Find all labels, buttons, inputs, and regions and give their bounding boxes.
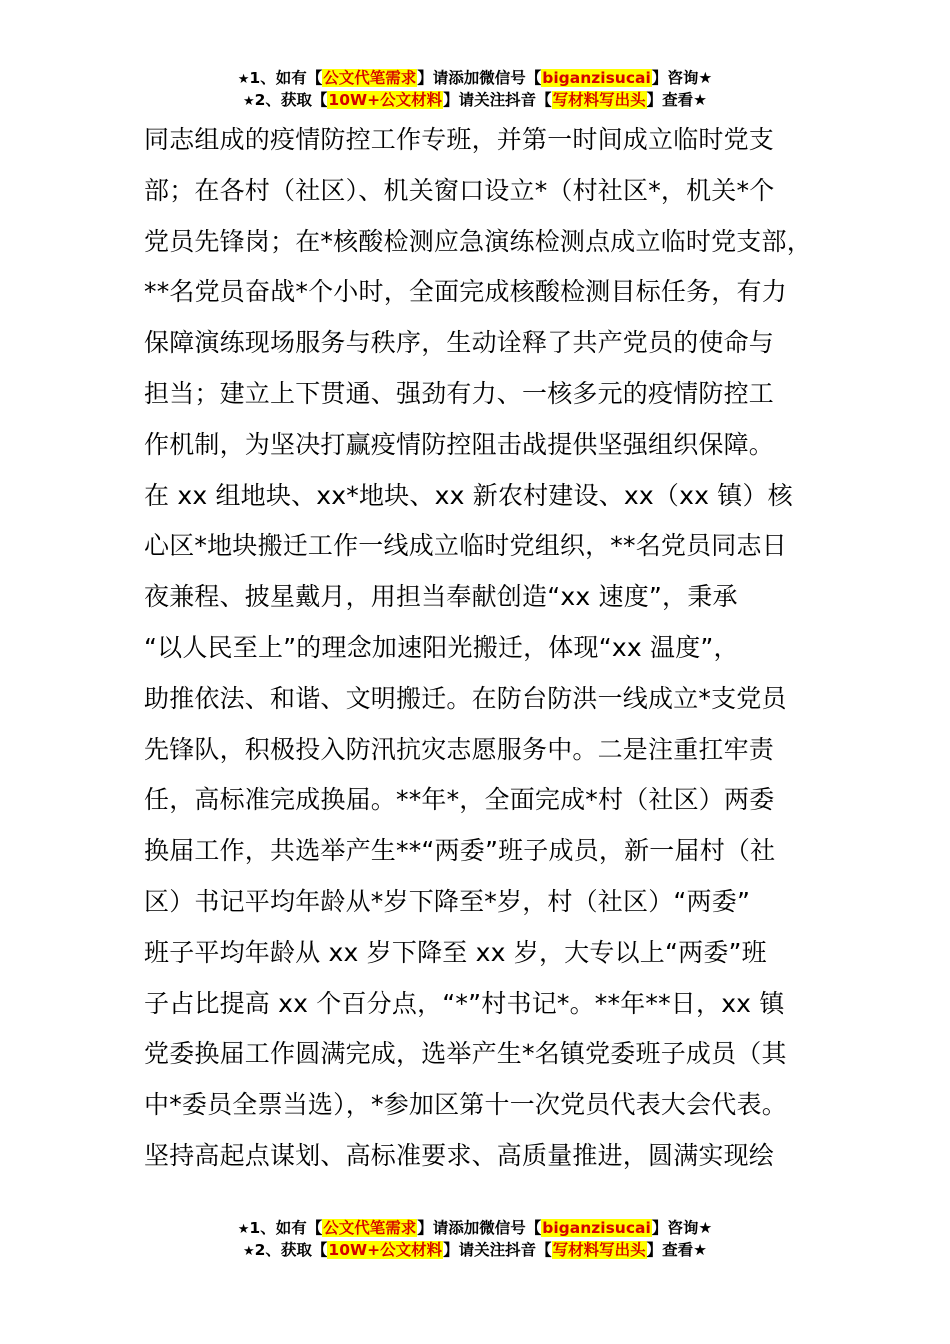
body-line: 坚持高起点谋划、高标准要求、高质量推进，圆满实现绘 bbox=[144, 1140, 775, 1170]
banner-text: 】咨询★ bbox=[651, 69, 713, 87]
body-line: 区）书记平均年龄从*岁下降至*岁，村（社区）“两委” bbox=[144, 886, 751, 916]
banner-highlight: 写材料写出头 bbox=[552, 91, 646, 109]
star-icon: ★ bbox=[242, 1244, 255, 1259]
banner-text: 1、如有【 bbox=[249, 69, 323, 87]
banner-highlight: 公文代笔需求 bbox=[323, 69, 417, 87]
banner-highlight: 写材料写出头 bbox=[552, 1241, 646, 1259]
body-line: 担当；建立上下贯通、强劲有力、一核多元的疫情防控工 bbox=[144, 378, 775, 408]
body-line: 在 xx 组地块、xx*地块、xx 新农村建设、xx（xx 镇）核 bbox=[144, 480, 793, 510]
body-line: 换届工作，共选举产生**“两委”班子成员，新一届村（社 bbox=[144, 836, 776, 866]
banner-text: 】请添加微信号【 bbox=[417, 1219, 542, 1237]
banner-text: 2、获取【 bbox=[254, 1241, 328, 1259]
body-line: 党员先锋岗；在*核酸检测应急演练检测点成立临时党支部， bbox=[144, 226, 812, 256]
banner-text: 】查看★ bbox=[646, 1241, 708, 1259]
body-line: 助推依法、和谐、文明搬迁。在防台防洪一线成立*支党员 bbox=[144, 683, 787, 713]
banner-highlight: 10W+公文材料 bbox=[328, 1241, 443, 1259]
body-line: 中*委员全票当选），*参加区第十一次党员代表大会代表。 bbox=[144, 1090, 787, 1120]
body-line: 子占比提高 xx 个百分点，“*”村书记*。**年**日，xx 镇 bbox=[144, 988, 785, 1018]
banner-line-1 bbox=[0, 1217, 950, 1239]
footer-ad-banner bbox=[0, 1217, 950, 1261]
body-line: 心区*地块搬迁工作一线成立临时党组织，**名党员同志日 bbox=[144, 531, 787, 561]
banner-text: 2、获取【 bbox=[254, 91, 328, 109]
banner-text: 】请关注抖音【 bbox=[443, 91, 552, 109]
banner-line-2 bbox=[0, 1239, 950, 1261]
banner-line-2 bbox=[0, 89, 950, 111]
banner-text: 】查看★ bbox=[646, 91, 708, 109]
document-body bbox=[144, 115, 834, 1182]
star-icon: ★ bbox=[237, 1222, 250, 1237]
banner-text: 1、如有【 bbox=[249, 1219, 323, 1237]
star-icon: ★ bbox=[237, 72, 250, 87]
body-line: **名党员奋战*个小时，全面完成核酸检测目标任务，有力 bbox=[144, 277, 787, 307]
banner-highlight: biganzisucai bbox=[542, 1219, 651, 1237]
banner-highlight: biganzisucai bbox=[542, 69, 651, 87]
body-line: 先锋队，积极投入防汛抗灾志愿服务中。二是注重扛牢责 bbox=[144, 734, 775, 764]
body-line: 部；在各村（社区）、机关窗口设立*（村社区*，机关*个 bbox=[144, 175, 775, 205]
banner-text: 】咨询★ bbox=[651, 1219, 713, 1237]
banner-highlight: 10W+公文材料 bbox=[328, 91, 443, 109]
body-line: 班子平均年龄从 xx 岁下降至 xx 岁，大专以上“两委”班 bbox=[144, 937, 767, 967]
banner-text: 】请添加微信号【 bbox=[417, 69, 542, 87]
body-line: 保障演练现场服务与秩序，生动诠释了共产党员的使命与 bbox=[144, 328, 775, 358]
banner-line-1 bbox=[0, 67, 950, 89]
banner-text: 】请关注抖音【 bbox=[443, 1241, 552, 1259]
banner-highlight: 公文代笔需求 bbox=[323, 1219, 417, 1237]
star-icon: ★ bbox=[242, 94, 255, 109]
body-line: 同志组成的疫情防控工作专班，并第一时间成立临时党支 bbox=[144, 125, 775, 154]
body-line: “以人民至上”的理念加速阳光搬迁，体现“xx 温度”， bbox=[144, 632, 739, 662]
body-line: 作机制，为坚决打赢疫情防控阻击战提供坚强组织保障。 bbox=[144, 429, 775, 459]
body-line: 夜兼程、披星戴月，用担当奉献创造“xx 速度”，秉承 bbox=[144, 582, 738, 612]
header-ad-banner bbox=[0, 67, 950, 111]
body-line: 任，高标准完成换届。**年*，全面完成*村（社区）两委 bbox=[144, 785, 775, 815]
body-line: 党委换届工作圆满完成，选举产生*名镇党委班子成员（其 bbox=[144, 1039, 787, 1069]
